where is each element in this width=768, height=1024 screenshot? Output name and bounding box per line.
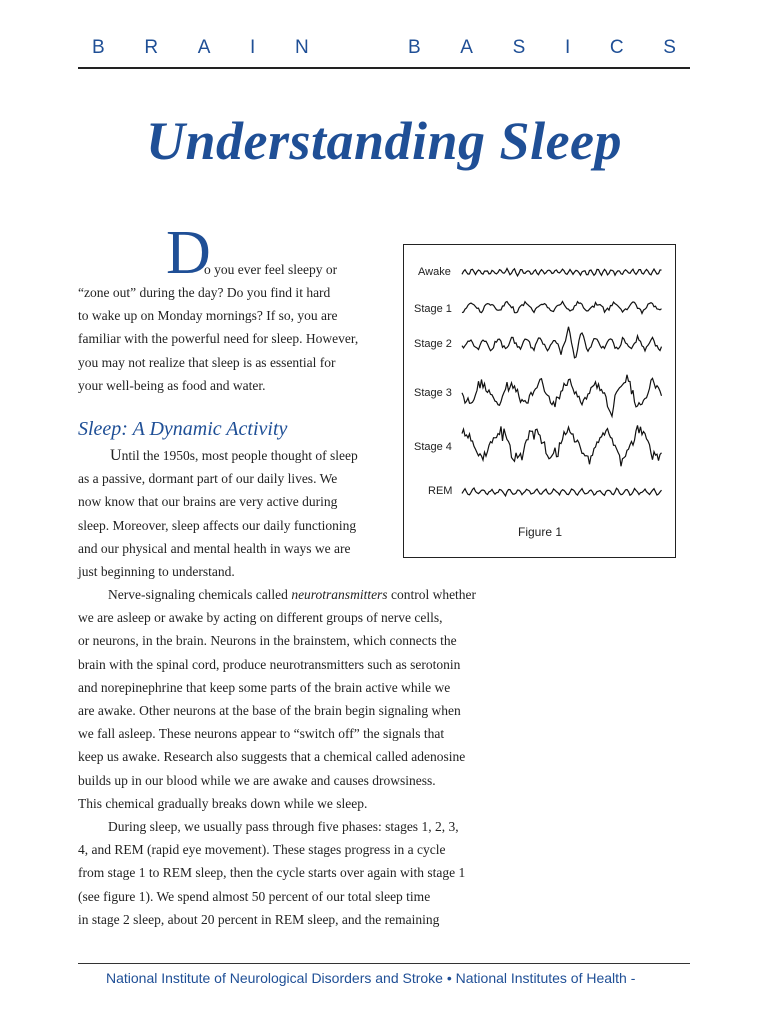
stage-label-stage3: Stage 3 — [414, 387, 452, 399]
intro-line: familiar with the powerful need for sleep. However, — [78, 331, 359, 347]
series-letter: A — [197, 37, 211, 58]
trace-rem — [462, 488, 662, 496]
stage-label-stage2: Stage 2 — [414, 338, 452, 350]
body-paragraph-1 — [78, 444, 358, 583]
body-line: (see figure 1). We spend almost 50 percent of our total sleep time — [78, 888, 431, 904]
page-title: Understanding Sleep — [145, 111, 623, 171]
stage-label-stage4: Stage 4 — [414, 441, 452, 453]
series-letter: R — [144, 37, 159, 58]
footer-text: National Institute of Neurological Disorders and Stroke • National Institutes of Health - — [106, 970, 636, 986]
body-line: we fall asleep. These neurons appear to “switch off” the signals that — [78, 726, 445, 742]
body-line-text: control whether — [387, 587, 477, 602]
intro-line: to wake up on Monday mornings? If so, you are — [78, 308, 338, 324]
series-letter: N — [294, 37, 309, 58]
body-line: and our physical and mental health in ways we are — [78, 540, 351, 556]
series-letter: A — [460, 37, 473, 58]
body-line-text: ntil the 1950s, most people thought of sleep — [121, 448, 358, 463]
body-line: just beginning to understand. — [78, 564, 235, 580]
stage-label-rem: REM — [428, 485, 453, 497]
eeg-traces — [404, 245, 677, 559]
series-gap — [348, 37, 368, 59]
body-line: as a passive, dormant part of our daily lives. We — [78, 471, 338, 487]
trace-stage2 — [462, 327, 662, 358]
body-paragraph-2 — [78, 583, 476, 815]
body-line: brain with the spinal cord, produce neurotransmitters such as serotonin — [78, 656, 461, 672]
body-line: or neurons, in the brain. Neurons in the brainstem, which connects the — [78, 633, 457, 649]
trace-stage3 — [462, 375, 662, 417]
series-letter: B — [407, 37, 421, 58]
figure-caption: Figure 1 — [518, 525, 563, 539]
trace-stage4 — [462, 425, 662, 466]
intro-line: you may not realize that sleep is as essential for — [78, 354, 336, 370]
body-line: from stage 1 to REM sleep, then the cycle starts over again with stage 1 — [78, 865, 466, 881]
intro-line: o you ever feel sleepy or — [204, 262, 338, 277]
footer-rule — [78, 963, 690, 964]
body-line — [78, 583, 476, 606]
intro-line: “zone out” during the day? Do you find it hard — [78, 285, 331, 300]
intro-line: your well-being as food and water. — [78, 377, 266, 393]
drop-cap: D — [166, 219, 211, 287]
section-heading: Sleep: A Dynamic Activity — [78, 418, 288, 440]
series-header — [92, 37, 676, 59]
series-letter: I — [250, 37, 256, 58]
series-letter: C — [609, 37, 624, 58]
eeg-figure — [403, 244, 676, 558]
body-line: now know that our brains are very active during — [78, 494, 338, 510]
header-rule — [78, 67, 690, 69]
intro-paragraph — [78, 281, 358, 397]
series-letter: S — [663, 37, 676, 58]
series-letter: S — [512, 37, 526, 58]
intro-first-line — [204, 258, 337, 281]
body-line: keep us awake. Research also suggests that a chemical called adenosine — [78, 749, 466, 765]
body-line: are awake. Other neurons at the base of the brain begin signaling when — [78, 703, 461, 719]
emphasis-term: neurotransmitters — [291, 587, 388, 602]
para-initial: U — [110, 447, 122, 464]
body-line: builds up in our blood while we are awake and causes drowsiness. — [78, 772, 436, 788]
body-line: in stage 2 sleep, about 20 percent in REM sleep, and the remaining — [78, 911, 440, 927]
series-letter: I — [564, 37, 571, 58]
body-line: 4, and REM (rapid eye movement). These stages progress in a cycle — [78, 842, 446, 858]
body-line: This chemical gradually breaks down while we sleep. — [78, 795, 368, 811]
body-line: we are asleep or awake by acting on different groups of nerve cells, — [78, 610, 443, 626]
stage-label-stage1: Stage 1 — [414, 303, 452, 315]
body-line: and norepinephrine that keep some parts of the brain active while we — [78, 679, 451, 695]
body-line-text: Nerve-signaling chemicals called — [108, 587, 292, 602]
body-line: During sleep, we usually pass through five phases: stages 1, 2, 3, — [108, 819, 459, 834]
series-letter: B — [92, 37, 105, 58]
stage-label-awake: Awake — [418, 266, 451, 278]
body-line: sleep. Moreover, sleep affects our daily functioning — [78, 517, 357, 533]
body-line — [78, 444, 358, 467]
trace-stage1 — [462, 302, 662, 314]
trace-awake — [462, 269, 662, 276]
body-paragraph-3 — [78, 815, 465, 931]
